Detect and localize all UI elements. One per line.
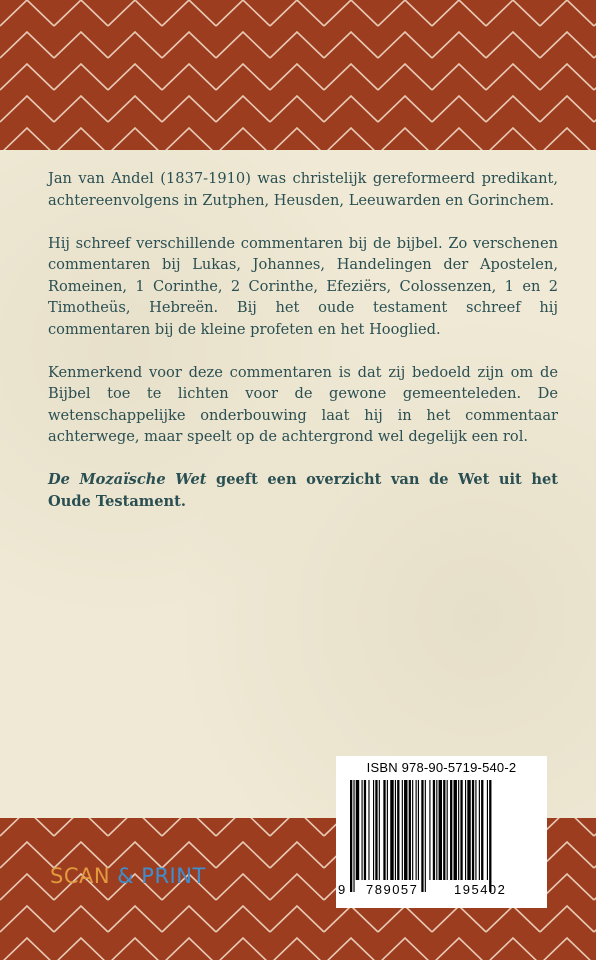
barcode-bar [418,780,419,880]
barcode-bar [447,780,448,880]
chevron-line [216,0,270,26]
isbn-barcode [336,756,547,908]
chevron-line [324,128,378,150]
barcode-bar [460,780,462,880]
chevron-line [54,0,108,26]
chevron-line [0,906,54,932]
chevron-line [108,906,162,932]
barcode-bar [489,780,491,892]
back-cover-text [48,168,558,534]
chevron-line [540,938,594,960]
chevron-line [540,64,594,90]
barcode-bar [353,780,354,892]
chevron-line [486,906,540,932]
barcode-bar [368,780,369,880]
barcode-digit-first: 9 [338,882,346,897]
chevron-line [108,0,162,26]
chevron-line [540,96,594,122]
barcode-bar [465,780,466,880]
barcode-bar [362,780,363,880]
chevron-line [54,128,108,150]
chevron-line [432,32,486,58]
chevron-line [216,906,270,932]
chevron-line [108,818,162,836]
chevron-line [540,0,594,26]
barcode-digits-left: 789057 [366,882,419,897]
isbn-label: ISBN 978-90-5719-540-2 [366,760,517,775]
barcode-bar [475,780,476,880]
chevron-line [162,0,216,26]
chevron-line [0,128,54,150]
chevron-line [54,906,108,932]
chevron-line [162,64,216,90]
paragraph-book-summary [48,469,558,512]
chevron-line [54,32,108,58]
publisher-logo [50,864,206,888]
barcode-bar [421,780,423,892]
chevron-line [54,938,108,960]
chevron-line [378,906,432,932]
chevron-line [0,842,54,868]
chevron-line [0,938,54,960]
chevron-line [324,64,378,90]
chevron-pattern [0,0,596,150]
chevron-line [432,938,486,960]
chevron-line [270,128,324,150]
barcode-bar [467,780,470,880]
chevron-line [216,818,270,836]
chevron-line [162,818,216,836]
chevron-line [540,842,594,868]
chevron-line [162,96,216,122]
chevron-line [540,874,594,900]
barcode-bar [481,780,483,880]
chevron-line [270,0,324,26]
chevron-line [540,906,594,932]
chevron-line [270,938,324,960]
chevron-line [54,818,108,836]
chevron-line [108,938,162,960]
barcode-bar [439,780,442,880]
chevron-line [0,32,54,58]
chevron-line [270,818,324,836]
chevron-line [378,0,432,26]
barcode-bar [487,780,488,880]
chevron-line [324,906,378,932]
chevron-line [270,906,324,932]
chevron-line [0,0,54,26]
barcode-digits-right: 195402 [454,882,507,897]
barcode-bar [387,780,388,880]
barcode-bar [425,780,426,892]
chevron-line [270,32,324,58]
paragraph-commentaries: Hij schreef verschillende commentaren bij de bijbel. Zo verschenen commentaren bij Lukas, Johannes, Handelingen der Apostelen, Romeinen, 1 Corinthe, 2 Corinthe, Efeziërs, Colossenzen, 1 en 2 Timotheüs, Hebreën. Bij het oude testament schreef hij commentaren bij de kleine profeten en het Hooglied. [48,234,558,338]
chevron-line [378,938,432,960]
barcode-bar [390,780,393,880]
chevron-line [270,96,324,122]
barcode-bar [412,780,413,880]
barcode-bar [402,780,403,880]
chevron-line [378,96,432,122]
barcode-bar [450,780,452,880]
chevron-line [432,96,486,122]
barcode-bar [375,780,377,880]
chevron-line [324,32,378,58]
publisher-logo-text: SCAN & PRINT [50,864,206,888]
chevron-line [162,938,216,960]
chevron-line [324,96,378,122]
barcode-bar [429,780,430,880]
chevron-line [270,874,324,900]
paragraph-biography: Jan van Andel (1837-1910) was christelijk gereformeerd predikant, achtereenvolgens in Zutphen, Heusden, Leeuwarden en Gorinchem. [48,170,558,209]
barcode-bar [454,780,457,880]
chevron-line [486,128,540,150]
chevron-line [0,874,54,900]
barcode-bar [416,780,417,880]
chevron-line [216,874,270,900]
chevron-line [270,842,324,868]
barcode-bar [373,780,374,880]
barcode-bar [383,780,385,880]
book-title: De Mozaïsche Wet [48,471,207,488]
barcode-bar [350,780,352,892]
barcode-bar [472,780,474,880]
barcode-bar [433,780,435,880]
chevron-line [432,0,486,26]
barcode-bar [409,780,411,880]
chevron-line [432,128,486,150]
barcode-bar [356,780,359,880]
chevron-line [162,32,216,58]
chevron-line [162,128,216,150]
chevron-line [0,818,54,836]
chevron-line [108,32,162,58]
barcode-bar [436,780,437,880]
chevron-line [540,128,594,150]
chevron-line [0,64,54,90]
barcode-bar [458,780,459,880]
chevron-line [432,64,486,90]
chevron-line [54,64,108,90]
chevron-line [216,842,270,868]
barcode-bar [397,780,399,880]
chevron-line [486,938,540,960]
chevron-line [216,938,270,960]
paragraph-purpose: Kenmerkend voor deze commentaren is dat zij bedoeld zijn om de Bijbel toe te lichten voor de gewone gemeenteleden. De wetenschappelijke onderbouwing laat hij in het commentaar achterwege, maar speelt op de achtergrond wel degelijk een rol. [48,363,558,445]
barcode-bar [479,780,480,880]
chevron-line [486,96,540,122]
barcode-bar [443,780,445,880]
chevron-line [108,64,162,90]
chevron-line [216,128,270,150]
chevron-line [378,128,432,150]
chevron-line [432,906,486,932]
chevron-line [108,96,162,122]
chevron-line [270,64,324,90]
chevron-line [216,64,270,90]
book-summary-text: geeft een overzicht van de Wet uit het Oude Testament. [48,471,558,510]
barcode-bars [350,780,534,892]
chevron-line [486,64,540,90]
chevron-line [216,32,270,58]
chevron-line [324,938,378,960]
barcode-bar [395,780,396,880]
barcode-bar [379,780,380,880]
chevron-line [486,0,540,26]
chevron-line [540,818,594,836]
chevron-line [378,32,432,58]
barcode-bar [364,780,366,880]
barcode-bar [404,780,407,880]
chevron-line [108,128,162,150]
chevron-line [0,96,54,122]
chevron-line [216,96,270,122]
chevron-line [324,0,378,26]
chevron-line [540,32,594,58]
chevron-line [378,64,432,90]
chevron-line [162,906,216,932]
chevron-line [54,96,108,122]
chevron-line [486,32,540,58]
top-chevron-band [0,0,596,150]
